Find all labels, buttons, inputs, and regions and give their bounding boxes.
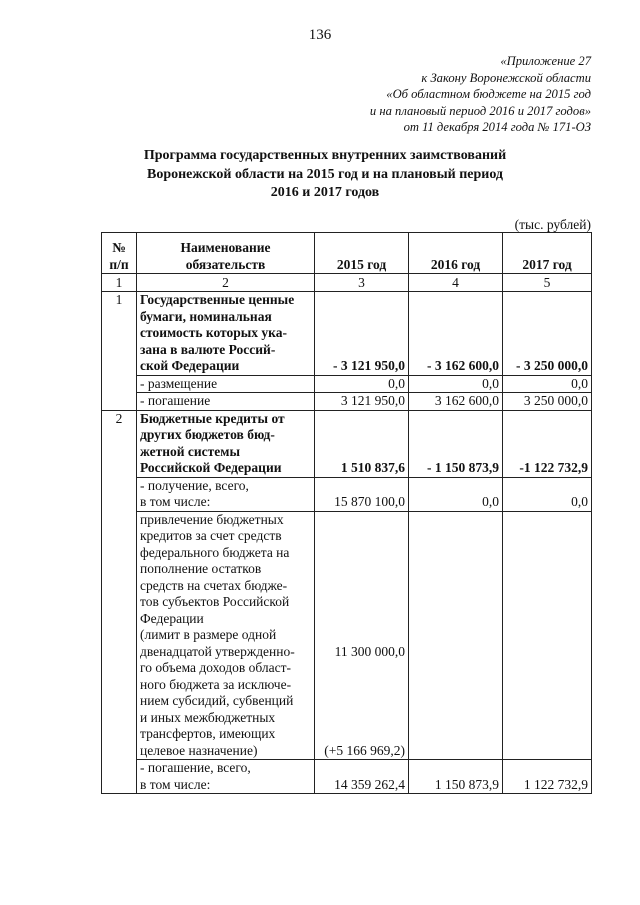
- table-row: [102, 511, 592, 760]
- value-2017: 1 122 732,9: [503, 760, 592, 794]
- row-label-line: двенадцатой утвержденно-: [140, 643, 295, 659]
- title-line: Программа государственных внутренних заимствований: [143, 148, 507, 163]
- row-label-line: и иных межбюджетных: [140, 709, 276, 725]
- section-title-line: Российской Федерации: [140, 460, 282, 475]
- column-number: 2: [137, 274, 315, 292]
- value-2017: 0,0: [503, 375, 592, 393]
- row-label-line: - погашение: [140, 393, 211, 408]
- section-index: 1: [102, 292, 137, 411]
- row-label-line: тов субъектов Российской: [140, 594, 290, 609]
- table-row: [102, 393, 592, 411]
- table-row: [102, 477, 592, 511]
- table-header-row: [102, 233, 592, 274]
- row-label-line: в том числе:: [140, 776, 211, 792]
- row-label-line: - получение, всего,: [140, 477, 249, 493]
- value-2015: - 3 121 950,0: [315, 292, 409, 376]
- value-2016: 0,0: [409, 477, 503, 511]
- section-title-line: жетной системы: [140, 443, 241, 459]
- title-line: 2016 и 2017 годов: [270, 185, 380, 200]
- row-label-line: пополнение остатков: [140, 561, 262, 576]
- row-label-line: привлечение бюджетных: [140, 511, 284, 527]
- value-2015: [315, 511, 409, 760]
- header-number: № п/п: [102, 233, 137, 274]
- section-title-line: бумаги, номинальная: [140, 308, 272, 324]
- row-label-line: ного бюджета за исключе-: [140, 676, 292, 692]
- row-label-line: кредитов за счет средств: [140, 528, 282, 543]
- row-label-line: федерального бюджета на: [140, 544, 290, 560]
- section-title: [137, 292, 315, 376]
- appendix-line: от 11 декабря 2014 года № 171-ОЗ: [403, 120, 591, 134]
- appendix-line: «Об областном бюджете на 2015 год: [386, 87, 591, 101]
- value-2015: 14 359 262,4: [315, 760, 409, 794]
- header-2017: 2017 год: [503, 233, 592, 274]
- value-2016: 1 150 873,9: [409, 760, 503, 794]
- row-label-line: го объема доходов област-: [140, 660, 292, 675]
- value-2015: 3 121 950,0: [315, 393, 409, 411]
- appendix-line: «Приложение 27: [500, 54, 591, 68]
- section-row: [102, 292, 592, 376]
- row-label: [137, 375, 315, 393]
- value-2017: 3 250 000,0: [503, 393, 592, 411]
- section-index: 2: [102, 410, 137, 794]
- header-name: Наименование обязательств: [137, 233, 315, 274]
- section-row: [102, 410, 592, 477]
- row-label-line: целевое назначение): [140, 742, 258, 758]
- title-line: Воронежской области на 2015 год и на плановый период: [146, 166, 504, 182]
- table-row: [102, 760, 592, 794]
- column-number-row: [102, 274, 592, 292]
- value-2017: - 3 250 000,0: [503, 292, 592, 376]
- value-2016: 0,0: [409, 375, 503, 393]
- column-number: 1: [102, 274, 137, 292]
- table-row: [102, 375, 592, 393]
- row-label-line: средств на счетах бюдже-: [140, 577, 288, 593]
- row-label-line: в том числе:: [140, 494, 211, 509]
- row-label: [137, 477, 315, 511]
- section-title: [137, 410, 315, 477]
- column-number: 3: [315, 274, 409, 292]
- value-2017: [503, 511, 592, 760]
- header-2016: 2016 год: [409, 233, 503, 274]
- document-title: [95, 147, 555, 203]
- borrowing-program-table: [101, 232, 592, 794]
- row-label-line: трансфертов, имеющих: [140, 726, 276, 741]
- row-label-line: нием субсидий, субвенций: [140, 693, 294, 708]
- section-title-line: других бюджетов бюд-: [140, 427, 275, 442]
- section-title-line: Государственные ценные: [140, 292, 295, 307]
- value-2016: 3 162 600,0: [409, 393, 503, 411]
- page-number: 136: [308, 27, 332, 43]
- header-2015: 2015 год: [315, 233, 409, 274]
- row-label-line: (лимит в размере одной: [140, 627, 277, 642]
- row-label: [137, 393, 315, 411]
- row-label-line: - размещение: [140, 375, 218, 391]
- value-main: 11 300 000,0: [334, 644, 405, 659]
- appendix-line: и на плановый период 2016 и 2017 годов»: [369, 103, 591, 118]
- row-label-line: - погашение, всего,: [140, 760, 251, 775]
- value-extra: (+5 166 969,2): [324, 742, 405, 758]
- column-number: 4: [409, 274, 503, 292]
- section-title-line: стоимость которых ука-: [140, 325, 287, 340]
- value-2016: - 3 162 600,0: [409, 292, 503, 376]
- appendix-note: [370, 53, 591, 136]
- row-label: [137, 511, 315, 760]
- value-2017: -1 122 732,9: [503, 410, 592, 477]
- value-2016: [409, 511, 503, 760]
- appendix-line: к Закону Воронежской области: [421, 70, 591, 85]
- value-2015: 0,0: [315, 375, 409, 393]
- section-title-line: Бюджетные кредиты от: [140, 410, 285, 426]
- row-label: [137, 760, 315, 794]
- column-number: 5: [503, 274, 592, 292]
- value-2015: 1 510 837,6: [315, 410, 409, 477]
- value-2016: - 1 150 873,9: [409, 410, 503, 477]
- section-title-line: ской Федерации: [140, 358, 240, 373]
- section-title-line: зана в валюте Россий-: [140, 341, 276, 357]
- value-2017: 0,0: [503, 477, 592, 511]
- value-2015: 15 870 100,0: [315, 477, 409, 511]
- units-label: (тыс. рублей): [514, 217, 591, 232]
- row-label-line: Федерации: [140, 610, 204, 626]
